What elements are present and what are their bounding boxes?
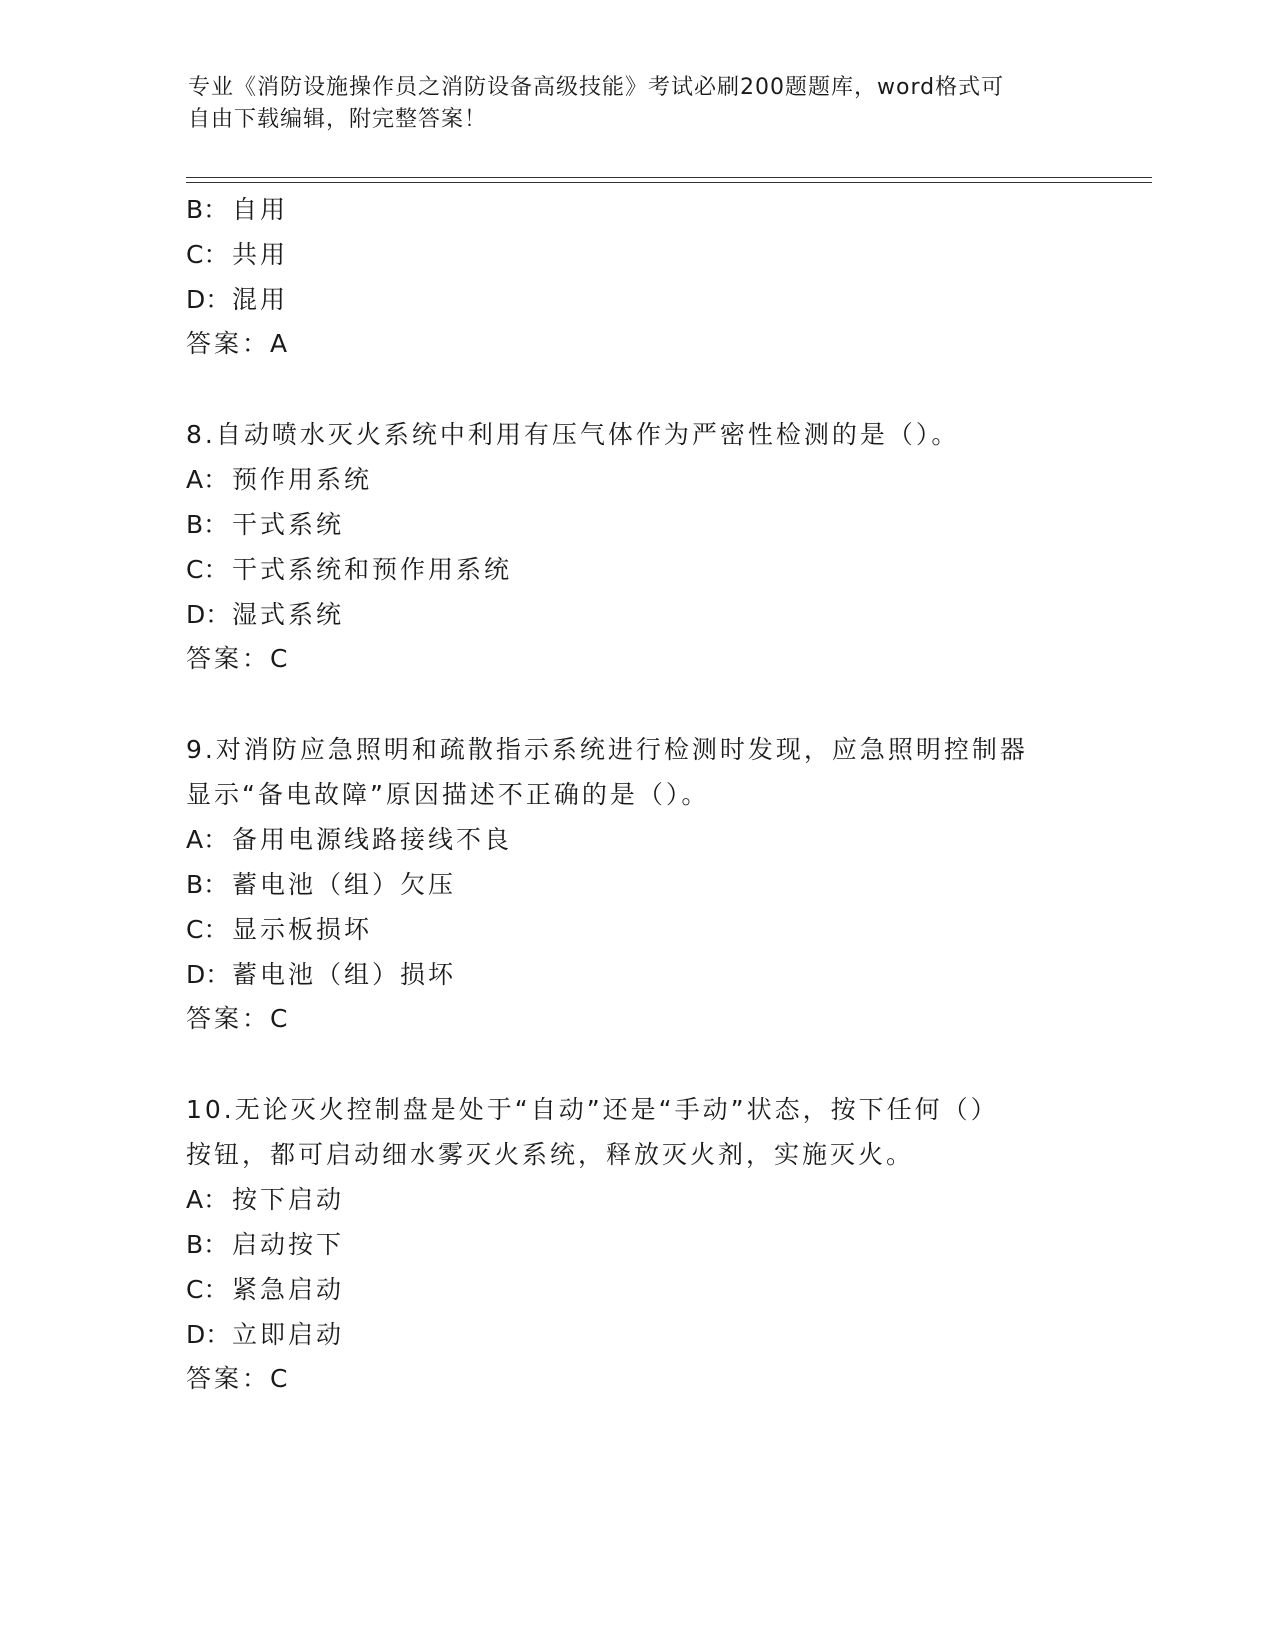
option-a bbox=[186, 463, 372, 497]
option-text: 湿式系统 bbox=[232, 600, 345, 629]
answer: 答案：C bbox=[186, 1364, 291, 1393]
option-letter: C： bbox=[186, 915, 229, 944]
option-letter: D： bbox=[186, 960, 231, 989]
header-divider-bottom bbox=[186, 182, 1152, 183]
option-d bbox=[186, 958, 456, 992]
option-d bbox=[186, 283, 288, 317]
option-letter: B： bbox=[186, 1230, 229, 1259]
answer: 答案：C bbox=[186, 1004, 291, 1033]
option-text: 立即启动 bbox=[232, 1320, 345, 1349]
header-divider-top bbox=[186, 177, 1152, 178]
option-a bbox=[186, 1183, 344, 1217]
option-text: 蓄电池（组）损坏 bbox=[232, 960, 457, 989]
question-9-stem-line-2: 显示“备电故障”原因描述不正确的是（）。 bbox=[186, 780, 710, 809]
option-b bbox=[186, 1228, 344, 1262]
option-b bbox=[186, 508, 344, 542]
question-10-stem-line-2: 按钮，都可启动细水雾灭火系统，释放灭火剂，实施灭火。 bbox=[186, 1140, 915, 1169]
option-a bbox=[186, 823, 512, 857]
option-text: 备用电源线路接线不良 bbox=[232, 825, 513, 854]
answer: 答案：C bbox=[186, 644, 291, 673]
option-c bbox=[186, 1273, 344, 1307]
option-letter: D： bbox=[186, 1320, 231, 1349]
option-c bbox=[186, 913, 372, 947]
header-line-1: 专业《消防设施操作员之消防设备高级技能》考试必刷200题题库，word格式可 bbox=[188, 75, 1005, 100]
document-header bbox=[188, 72, 1068, 136]
option-letter: C： bbox=[186, 555, 229, 584]
option-letter: D： bbox=[186, 285, 231, 314]
option-text: 按下启动 bbox=[232, 1185, 345, 1214]
option-c bbox=[186, 553, 512, 587]
question-8-stem: 8.自动喷水灭火系统中利用有压气体作为严密性检测的是（）。 bbox=[186, 420, 960, 449]
option-letter: C： bbox=[186, 240, 229, 269]
option-text: 自用 bbox=[232, 195, 289, 224]
option-text: 启动按下 bbox=[232, 1230, 345, 1259]
option-text: 蓄电池（组）欠压 bbox=[232, 870, 457, 899]
option-letter: B： bbox=[186, 870, 229, 899]
option-letter: B： bbox=[186, 195, 229, 224]
option-text: 显示板损坏 bbox=[232, 915, 373, 944]
option-letter: A： bbox=[186, 465, 229, 494]
option-text: 混用 bbox=[232, 285, 289, 314]
option-text: 预作用系统 bbox=[232, 465, 373, 494]
answer: 答案：A bbox=[186, 329, 291, 358]
option-b bbox=[186, 868, 456, 902]
option-d bbox=[186, 1318, 344, 1352]
option-text: 紧急启动 bbox=[232, 1275, 345, 1304]
option-text: 干式系统 bbox=[232, 510, 345, 539]
option-d bbox=[186, 598, 344, 632]
question-9-stem-line-1: 9.对消防应急照明和疏散指示系统进行检测时发现，应急照明控制器 bbox=[186, 735, 1028, 764]
option-letter: C： bbox=[186, 1275, 229, 1304]
option-b bbox=[186, 193, 288, 227]
option-text: 共用 bbox=[232, 240, 289, 269]
option-letter: D： bbox=[186, 600, 231, 629]
question-10-stem-line-1: 10.无论灭火控制盘是处于“自动”还是“手动”状态，按下任何（） bbox=[186, 1095, 999, 1124]
option-text: 干式系统和预作用系统 bbox=[232, 555, 513, 584]
option-letter: A： bbox=[186, 1185, 229, 1214]
option-letter: A： bbox=[186, 825, 229, 854]
option-letter: B： bbox=[186, 510, 229, 539]
header-line-2: 自由下载编辑，附完整答案！ bbox=[188, 107, 488, 132]
option-c bbox=[186, 238, 288, 272]
